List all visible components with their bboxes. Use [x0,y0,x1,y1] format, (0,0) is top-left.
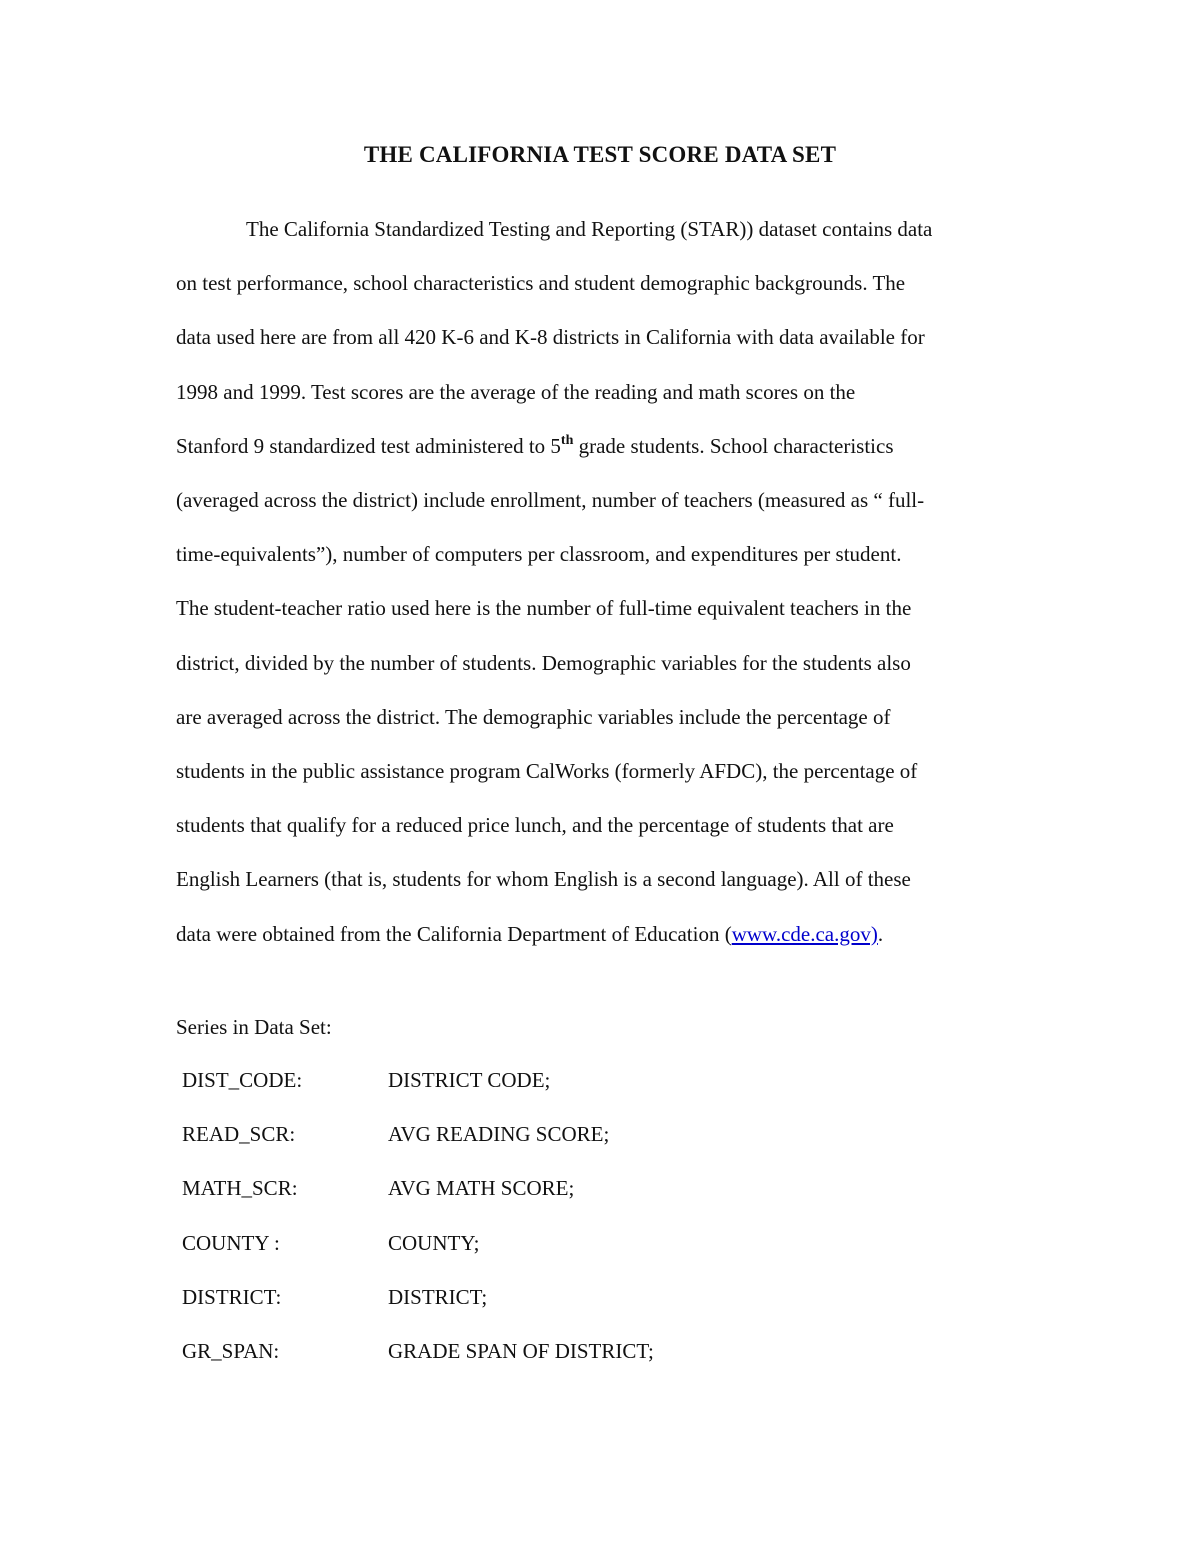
series-description: GRADE SPAN OF DISTRICT; [388,1338,654,1363]
paragraph-line: 1998 and 1999. Test scores are the average of the reading and math scores on the [176,379,856,404]
series-code: MATH_SCR: [182,1176,298,1201]
series-description: AVG READING SCORE; [388,1122,610,1147]
cde-website-link[interactable]: www.cde.ca.gov) [731,921,878,946]
paragraph-text: Stanford 9 standardized test administered to 5 [176,433,561,458]
series-description: COUNTY; [388,1230,480,1255]
paragraph-text: . [877,921,884,946]
document-title: THE CALIFORNIA TEST SCORE DATA SET [363,142,837,167]
series-code: COUNTY : [182,1230,280,1255]
ordinal-superscript: th [560,432,574,448]
series-description: DISTRICT CODE; [388,1068,551,1092]
paragraph-line: The California Standardized Testing and Reporting (STAR)) dataset contains data [246,217,933,241]
series-heading: Series in Data Set: [176,1015,332,1039]
paragraph-line: students in the public assistance program CalWorks (formerly AFDC), the percentage of [176,759,918,784]
paragraph-line [176,419,1026,473]
paragraph-line: are averaged across the district. The demographic variables include the percentage of [176,704,891,729]
series-code: DISTRICT: [182,1284,282,1309]
series-code: GR_SPAN: [182,1338,280,1363]
paragraph-line: English Learners (that is, students for whom English is a second language). All of these [176,867,911,892]
intro-paragraph [176,202,1026,961]
series-code: DIST_CODE: [182,1068,303,1092]
paragraph-line: The student-teacher ratio used here is the number of full-time equivalent teachers in the [176,596,912,621]
paragraph-text: data were obtained from the California Department of Education ( [176,921,732,946]
paragraph-line: (averaged across the district) include enrollment, number of teachers (measured as “ full- [176,488,925,513]
paragraph-line: on test performance, school characteristics and student demographic backgrounds. The [176,271,906,296]
paragraph-text: grade students. School characteristics [573,433,894,458]
paragraph-line: district, divided by the number of students. Demographic variables for the students also [176,650,911,675]
series-description: DISTRICT; [388,1284,488,1309]
paragraph-line [176,907,1026,961]
paragraph-line: time-equivalents”), number of computers per classroom, and expenditures per student. [176,542,902,567]
series-code: READ_SCR: [182,1122,296,1147]
paragraph-line: data used here are from all 420 K-6 and K-8 districts in California with data available for [176,325,925,350]
series-description: AVG MATH SCORE; [388,1176,575,1201]
paragraph-line: students that qualify for a reduced price lunch, and the percentage of students that are [176,813,894,838]
